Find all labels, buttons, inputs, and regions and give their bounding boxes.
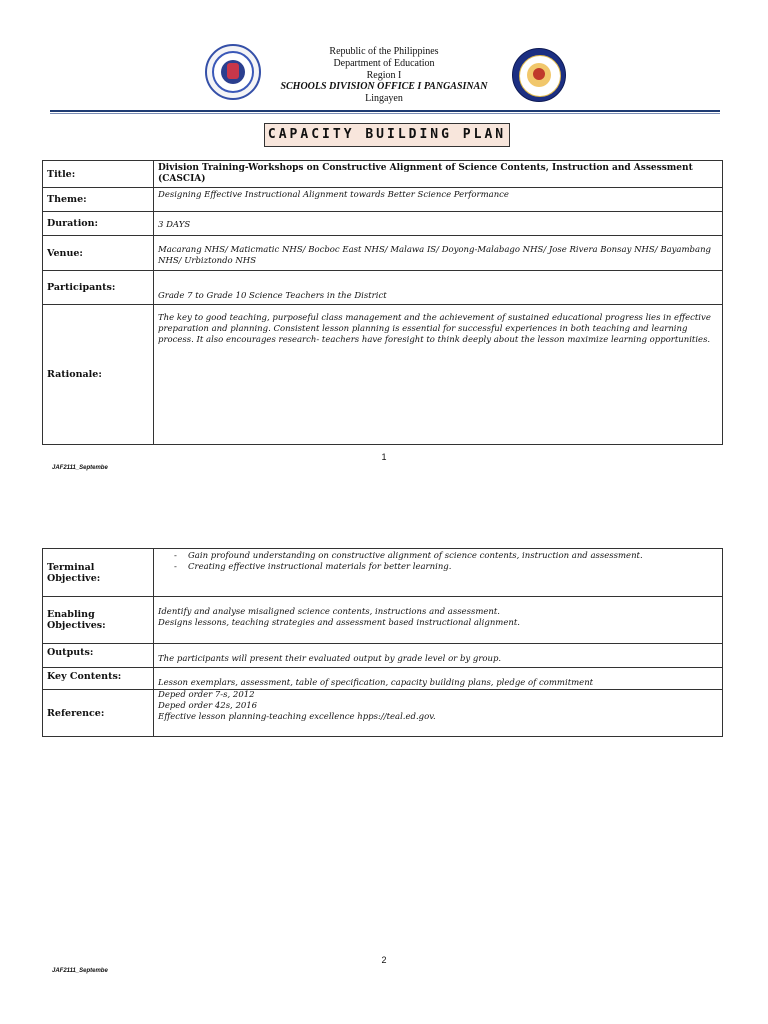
- row-label: Enabling Objectives:: [43, 597, 154, 644]
- table-row-duration: [43, 212, 723, 236]
- table-row-key-contents: [43, 668, 723, 690]
- row-label: Theme:: [43, 188, 154, 212]
- list-item: - Gain profound understanding on constructive alignment of science contents, instruction and assessment.: [188, 551, 718, 562]
- header-region: Region I: [366, 70, 402, 81]
- plan-table-page1: [42, 160, 723, 445]
- row-label: Terminal Objective:: [43, 549, 154, 597]
- row-value-terminal-objective: [154, 549, 723, 597]
- table-row-theme: [43, 188, 723, 212]
- header-rule: [50, 110, 720, 112]
- table-row-rationale: [43, 305, 723, 445]
- header-lingayen: Lingayen: [365, 93, 403, 104]
- row-label: Title:: [43, 161, 154, 188]
- enabling-line: Identify and analyse misaligned science contents, instructions and assessment.: [158, 607, 500, 617]
- row-value-theme: Designing Effective Instructional Alignment towards Better Science Performance: [154, 188, 723, 212]
- table-row-title: [43, 161, 723, 188]
- reference-line: Effective lesson planning-teaching excellence hpps://teal.ed.gov.: [158, 712, 436, 722]
- row-label: Outputs:: [43, 644, 154, 668]
- row-value-outputs: The participants will present their evaluated output by grade level or by group.: [154, 644, 723, 668]
- table-row-participants: [43, 271, 723, 305]
- plan-title: CAPACITY BUILDING PLAN: [264, 123, 510, 147]
- row-label: Participants:: [43, 271, 154, 305]
- header-rule-thin: [50, 113, 720, 114]
- page-footer-code: JAF2111_Septembe: [52, 968, 108, 974]
- row-value-key-contents: Lesson exemplars, assessment, table of specification, capacity building plans, pledge of commitment: [154, 668, 723, 690]
- page-footer-code: JAF2111_Septembe: [52, 465, 108, 471]
- row-label: Venue:: [43, 236, 154, 271]
- table-row-terminal-objective: [43, 549, 723, 597]
- plan-table-page2: [42, 548, 723, 737]
- table-row-venue: [43, 236, 723, 271]
- row-value-title: Division Training-Workshops on Constructive Alignment of Science Contents, Instruction and Assessment (CASCIA): [154, 161, 723, 188]
- table-row-outputs: [43, 644, 723, 668]
- row-value-reference: [154, 690, 723, 737]
- table-row-enabling-objectives: [43, 597, 723, 644]
- list-item: - Creating effective instructional materials for better learning.: [188, 562, 718, 573]
- page-number: 2: [381, 955, 387, 965]
- row-label: Reference:: [43, 690, 154, 737]
- row-value-venue: Macarang NHS/ Maticmatic NHS/ Bocboc East NHS/ Malawa IS/ Doyong-Malabago NHS/ Jose Rivera Bonsay NHS/ Bayambang NHS/ Urbiztondo NHS: [154, 236, 723, 271]
- enabling-line: Designs lessons, teaching strategies and assessment based instructional alignment.: [158, 618, 520, 628]
- header-republic: Republic of the Philippines: [329, 46, 439, 57]
- table-row-reference: [43, 690, 723, 737]
- row-label: Rationale:: [43, 305, 154, 445]
- row-value-enabling-objectives: [154, 597, 723, 644]
- row-value-rationale: The key to good teaching, purposeful class management and the achievement of sustained educational progress lies in effective preparation and planning. Consistent lesson planning is essential for successful experiences in both teaching and learning process. It also encourages research- teachers have foresight to think deeply about the lesson maximize learning opportunities.: [154, 305, 723, 445]
- row-label: Duration:: [43, 212, 154, 236]
- reference-line: Deped order 42s, 2016: [158, 701, 258, 711]
- terminal-objective-list: [158, 551, 718, 573]
- page-number: 1: [381, 452, 387, 462]
- row-value-duration: 3 DAYS: [154, 212, 723, 236]
- row-value-participants: Grade 7 to Grade 10 Science Teachers in the District: [154, 271, 723, 305]
- header-department: Department of Education: [333, 58, 435, 69]
- reference-line: Deped order 7-s, 2012: [158, 690, 255, 700]
- header-division-office: SCHOOLS DIVISION OFFICE I PANGASINAN: [280, 81, 488, 92]
- row-label: Key Contents:: [43, 668, 154, 690]
